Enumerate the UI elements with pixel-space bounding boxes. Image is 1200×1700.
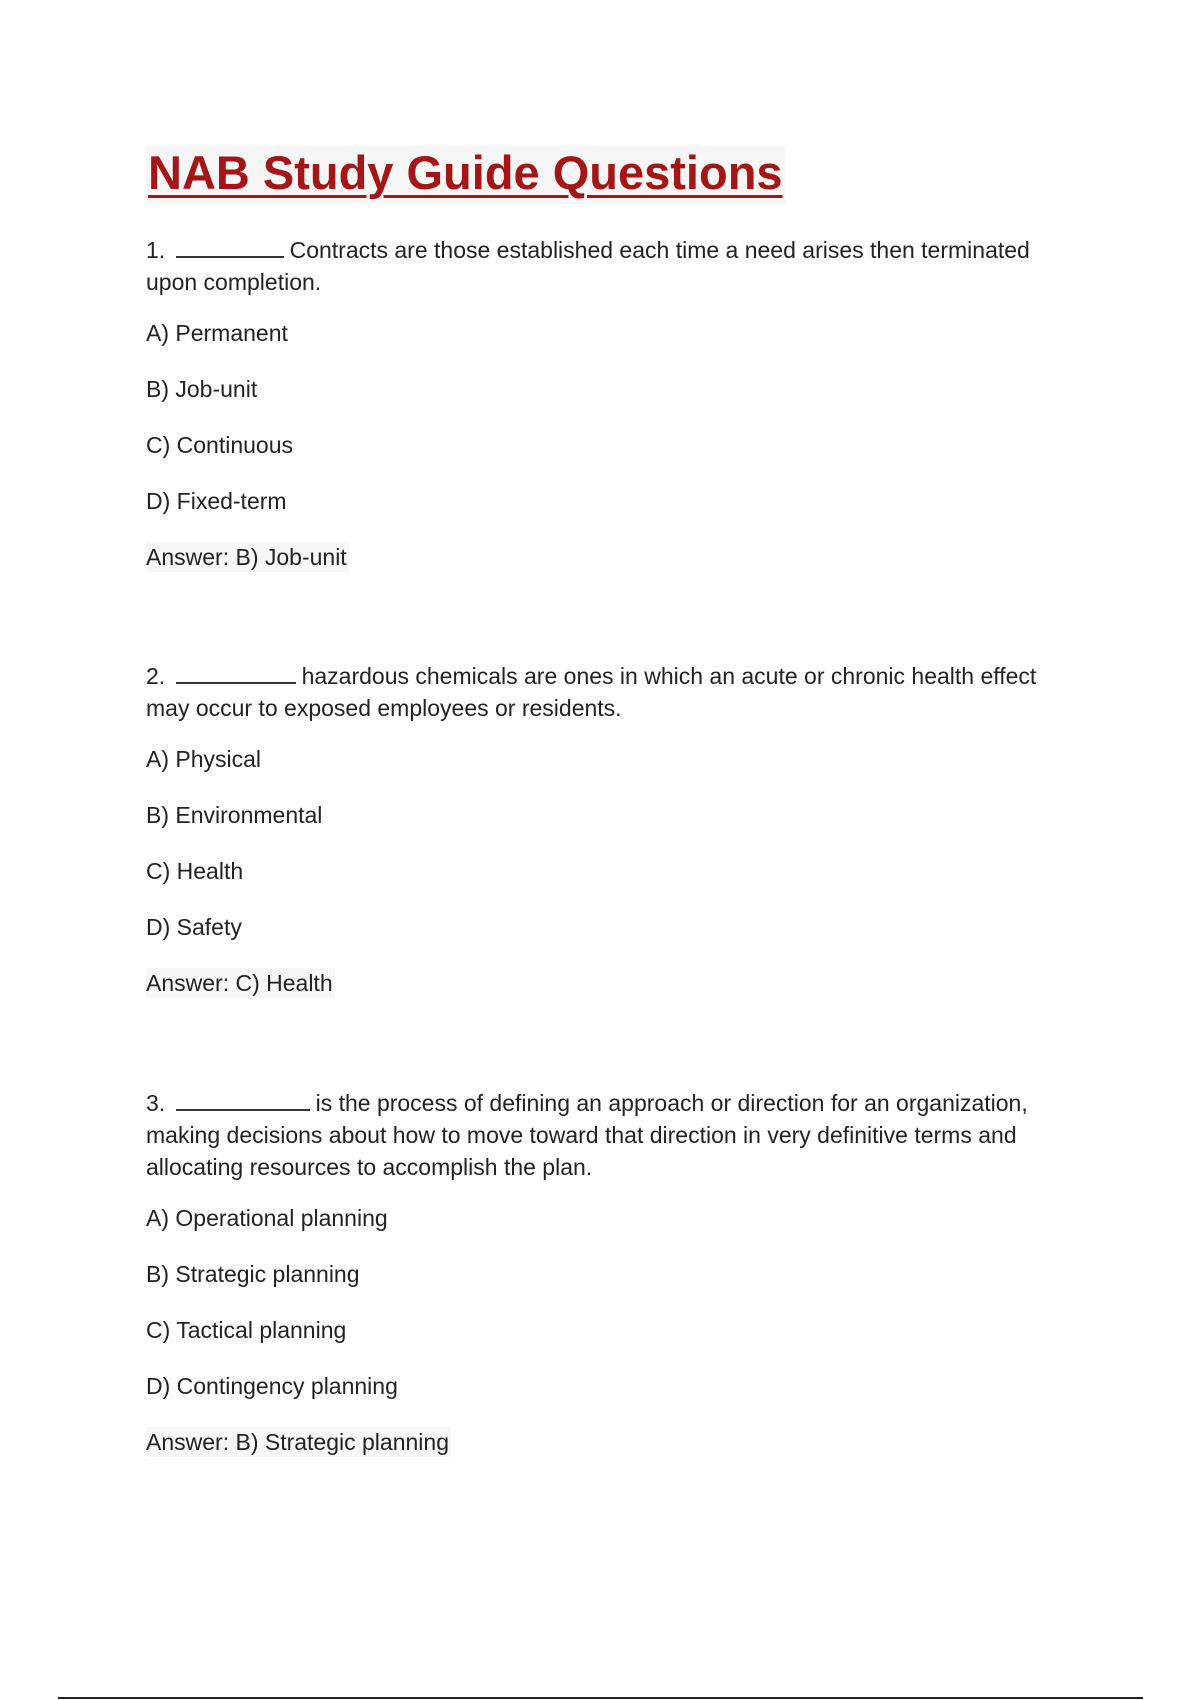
question-1-answer: Answer: B) Job-unit	[146, 544, 347, 570]
question-2-blank	[176, 662, 296, 684]
question-2-number: 2.	[146, 663, 166, 689]
question-3-blank	[176, 1089, 310, 1111]
question-2	[146, 660, 1046, 1024]
question-3	[146, 1087, 1046, 1483]
question-1-option-d: D) Fixed-term	[146, 488, 287, 514]
question-1-text	[146, 234, 1046, 298]
question-2-option-b: B) Environmental	[146, 802, 323, 828]
page-title: NAB Study Guide Questions	[146, 146, 785, 204]
question-1-blank	[176, 236, 284, 258]
question-1-option-b: B) Job-unit	[146, 376, 258, 402]
question-3-option-d: D) Contingency planning	[146, 1373, 398, 1399]
question-1-option-a: A) Permanent	[146, 320, 288, 346]
question-3-text	[146, 1087, 1046, 1183]
question-1-body: Contracts are those established each time a need arises then terminated upon completion.	[146, 237, 1030, 295]
question-3-option-a: A) Operational planning	[146, 1205, 388, 1231]
question-1-number: 1.	[146, 237, 166, 263]
question-3-body: is the process of defining an approach or direction for an organization, making decisions about how to move toward that direction in very definitive terms and allocating resources to accomplish the plan.	[146, 1090, 1028, 1180]
question-2-option-c: C) Health	[146, 858, 244, 884]
page-bottom-divider	[58, 1697, 1143, 1699]
question-2-text	[146, 660, 1046, 724]
question-2-body: hazardous chemicals are ones in which an acute or chronic health effect may occur to exposed employees or residents.	[146, 663, 1037, 721]
question-2-option-a: A) Physical	[146, 746, 262, 772]
question-2-answer: Answer: C) Health	[146, 970, 333, 996]
question-3-answer: Answer: B) Strategic planning	[146, 1429, 449, 1455]
question-3-number: 3.	[146, 1090, 166, 1116]
question-2-option-d: D) Safety	[146, 914, 242, 940]
question-3-option-b: B) Strategic planning	[146, 1261, 360, 1287]
question-1	[146, 234, 1046, 598]
question-1-option-c: C) Continuous	[146, 432, 294, 458]
question-3-option-c: C) Tactical planning	[146, 1317, 347, 1343]
